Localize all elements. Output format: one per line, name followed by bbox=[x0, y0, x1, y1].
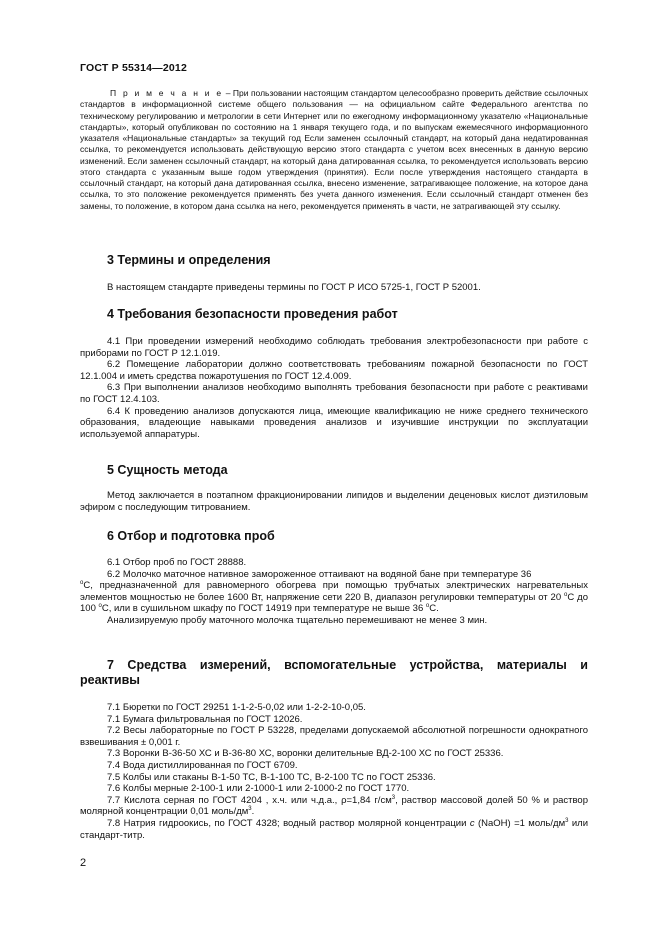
clause-6-4-personnel: 6.4 К проведению анализов допускаются лица, имеющие квалификацию не ниже среднего технического образования, владеющие навыками проведения анализов и изучившие инструкции по эксплуатации используемой аппаратуры. bbox=[80, 405, 588, 440]
item-sulfuric-acid: 7.7 Кислота серная по ГОСТ 4204 , х.ч. или ч.д.а., ρ=1,84 $г/см^3$, раствор массовой долей 50 % и раствор молярной концентрации 0,01 моль/$дм^3$. bbox=[80, 794, 588, 818]
section-6-heading: 6 Отбор и подготовка проб bbox=[107, 529, 275, 543]
section-7-body bbox=[80, 702, 588, 841]
section-5-heading: 5 Сущность метода bbox=[107, 463, 228, 477]
section-3-heading: 3 Термины и определения bbox=[107, 253, 271, 267]
section-4-body bbox=[80, 336, 588, 440]
section-5-body bbox=[80, 490, 588, 513]
clause-6-3-reagents: 6.3 При выполнении анализов необходимо выполнять требования безопасности при работе с реактивами по ГОСТ 12.4.103. bbox=[80, 382, 588, 405]
item-volumetric-flasks: 7.6 Колбы мерные 2-100-1 или 2-1000-1 или 2-1000-2 по ГОСТ 1770. bbox=[107, 783, 410, 795]
section-5-paragraph: Метод заключается в поэтапном фракционировании липидов и выделении деценовых кислот диэтиловым эфиром с последующим титрованием. bbox=[80, 490, 588, 513]
clause-6-2-thawing: 6.2 Молочко маточное нативное замороженное оттаивают на водяной бане при температуре 36 $^о$С, предназначенной для равномерного обогрева при помощью трубчатых электрических нагревательных элементов мощностью не более 1600 Вт, напряжение сети 220 В, диапазон регулировки температуры от 20 $^о$С до 100 $^о$С, или в сушильном шкафу по ГОСТ 14919 при температуре не выше 36 $^о$С. bbox=[80, 568, 589, 615]
clause-4-1: 4.1 При проведении измерений необходимо соблюдать требования электробезопасности при работе с приборами по ГОСТ Р 12.1.019. bbox=[80, 336, 588, 359]
item-sodium-hydroxide: 7.8 Натрия гидроокись, по ГОСТ 4328; водный раствор молярной концентрации с (NaOH) =1 моль/$дм^3$ или стандарт-титр. bbox=[80, 817, 589, 841]
item-burettes: 7.1 Бюретки по ГОСТ 29251 1-1-2-5-0,02 или 1-2-2-10-0,05. bbox=[107, 702, 366, 713]
note-text: – При пользовании настоящим стандартом целесообразно проверить действие ссылочных стандартов в информационной системе общего пользования — на официальном сайте Федерального агентства по техническому регулированию и метрологии в сети Интернет или по ежегодному информационному указателю «Национальные стандарты», который опубликован по состоянию на 1 января текущего года, и по выпускам ежемесячного информационного указателя «Национальные стандарты» за текущий год Если заменен ссылочный стандарт, на который дана недатированная ссылка, то рекомендуется использовать действующую версию этого стандарта с учетом всех внесенных в данную версию изменений. Если заменен ссылочный стандарт, на который дана датированная ссылка, то рекомендуется использовать версию этого стандарта с указанным выше годом утверждения (принятия). Если после утверждения настоящего стандарта в ссылочный стандарт, на который дана датированная ссылка, внесено изменение, затрагивающее положение, на которое дана ссылка, то это положение рекомендуется применять без учета данного изменения. Если ссылочный стандарт отменен без замены, то положение, в котором дана ссылка на него, рекомендуется применять в части, не затрагивающей эту ссылку. bbox=[80, 88, 588, 211]
item-filter-paper: 7.1 Бумага фильтровальная по ГОСТ 12026. bbox=[107, 713, 303, 725]
section-3-paragraph: В настоящем стандарте приведены термины по ГОСТ Р ИСО 5725-1, ГОСТ Р 52001. bbox=[107, 282, 481, 293]
note-label: П р и м е ч а н и е bbox=[110, 88, 224, 98]
section-6-body bbox=[80, 557, 588, 627]
clause-6-2-fire: 6.2 Помещение лаборатории должно соответствовать требованиям пожарной безопасности по ГОСТ 12.1.004 и иметь средства пожаротушения по ГОСТ 12.4.009. bbox=[80, 359, 588, 382]
item-scales: 7.2 Весы лабораторные по ГОСТ Р 53228, пределами допускаемой абсолютной погрешности однократного взвешивания ± 0,001 г. bbox=[80, 725, 588, 748]
section-7-heading: 7 Средства измерений, вспомогательные устройства, материалы и реактивы bbox=[80, 658, 588, 687]
section-3-body bbox=[80, 282, 588, 294]
clause-6-3-mixing: Анализируемую пробу маточного молочка тщательно перемешивают не менее 3 мин. bbox=[107, 614, 488, 626]
note-paragraph bbox=[80, 88, 588, 212]
item-water: 7.4 Вода дистиллированная по ГОСТ 6709. bbox=[107, 759, 298, 771]
standard-code-header: ГОСТ Р 55314—2012 bbox=[80, 62, 188, 74]
page-number: 2 bbox=[80, 857, 87, 869]
reference-note bbox=[80, 88, 588, 212]
item-funnels: 7.3 Воронки В-36-50 ХС и В-36-80 ХС, воронки делительные ВД-2-100 ХС по ГОСТ 25336. bbox=[107, 748, 504, 760]
section-4-heading: 4 Требования безопасности проведения работ bbox=[107, 307, 398, 321]
item-flasks: 7.5 Колбы или стаканы В-1-50 ТС, В-1-100 ТС, В-2-100 ТС по ГОСТ 25336. bbox=[107, 771, 436, 783]
clause-6-1: 6.1 Отбор проб по ГОСТ 28888. bbox=[107, 557, 247, 568]
